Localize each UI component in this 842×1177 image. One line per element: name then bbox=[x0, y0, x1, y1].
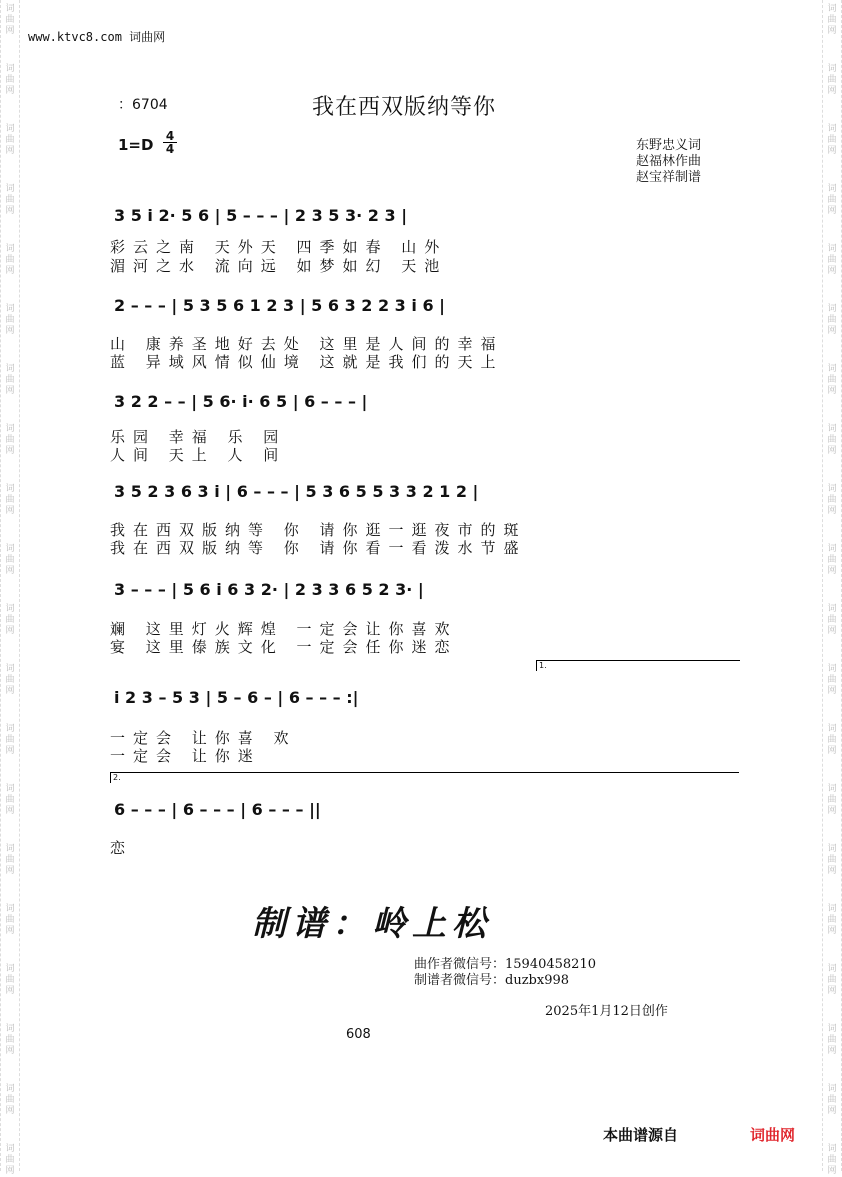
watermark-text: 词 曲 网 bbox=[827, 784, 837, 816]
score-system-7 bbox=[110, 792, 742, 832]
score-system-6 bbox=[110, 680, 742, 720]
source-label: 本曲谱源自 bbox=[603, 1126, 679, 1144]
lyrics-verse-2: 人间 天上 人 间 bbox=[110, 446, 287, 464]
watermark-text: 词 曲 网 bbox=[5, 784, 15, 816]
watermark-text: 词 曲 网 bbox=[827, 1024, 837, 1056]
watermark-text: 词 曲 网 bbox=[5, 1024, 15, 1056]
arranger-wechat: 制谱者微信号：duzbx998 bbox=[414, 973, 570, 988]
watermark-text: 词 曲 网 bbox=[827, 484, 837, 516]
score-number: ：6704 bbox=[118, 97, 168, 113]
arranger-credit: 赵宝祥制谱 bbox=[636, 170, 702, 185]
watermark-text: 词 曲 网 bbox=[827, 604, 837, 636]
watermark-text: 词 曲 网 bbox=[5, 964, 15, 996]
watermark-text: 词 曲 网 bbox=[5, 124, 15, 156]
site-url[interactable]: www.ktvc8.com 词曲网 bbox=[28, 30, 166, 44]
score-system-1 bbox=[110, 198, 742, 238]
watermark-text: 词 曲 网 bbox=[5, 664, 15, 696]
page-title: 我在西双版纳等你 bbox=[312, 95, 497, 120]
lyrics-verse-2: 宴 这里傣族文化 一定会任你迷恋 bbox=[110, 638, 458, 656]
time-signature: 4 4 bbox=[163, 130, 177, 155]
watermark-text: 词 曲 网 bbox=[827, 664, 837, 696]
watermark-text: 词 曲 网 bbox=[5, 64, 15, 96]
watermark-text: 词 曲 网 bbox=[5, 1084, 15, 1116]
lyricist-credit: 东野忠义词 bbox=[636, 138, 702, 153]
watermark-text: 词 曲 网 bbox=[827, 304, 837, 336]
watermark-text: 词 曲 网 bbox=[5, 724, 15, 756]
watermark-text: 词 曲 网 bbox=[827, 724, 837, 756]
watermark-text: 词 曲 网 bbox=[827, 364, 837, 396]
lyrics-verse-2: 蓝 异域风情似仙境 这就是我们的天上 bbox=[110, 353, 504, 371]
watermark-text: 词 曲 网 bbox=[5, 244, 15, 276]
lyrics-verse-1: 乐园 幸福 乐 园 bbox=[110, 428, 287, 446]
composer-wechat: 曲作者微信号：15940458210 bbox=[414, 957, 596, 972]
watermark-text: 词 曲 网 bbox=[827, 4, 837, 36]
lyrics-verse-2: 一定会 让你迷 bbox=[110, 747, 261, 765]
watermark-text: 词 曲 网 bbox=[827, 1144, 837, 1176]
second-ending-bracket: 2. bbox=[110, 772, 739, 783]
right-watermark-strip bbox=[822, 0, 842, 1176]
score-system-2 bbox=[110, 288, 742, 328]
watermark-text: 词 曲 网 bbox=[827, 1084, 837, 1116]
watermark-text: 词 曲 网 bbox=[827, 124, 837, 156]
notes-line: 3 5 i 2· 5 6 | 5 – – – | 2 3 5 3· 2 3 | bbox=[114, 206, 408, 225]
lyrics-verse-1: 一定会 让你喜 欢 bbox=[110, 729, 297, 747]
watermark-text: 词 曲 网 bbox=[5, 484, 15, 516]
notes-line: 6 – – – | 6 – – – | 6 – – – || bbox=[114, 800, 321, 819]
notes-line: i 2 3 – 5 3 | 5 – 6 – | 6 – – – :| bbox=[114, 688, 359, 707]
page-number: 608 bbox=[346, 1027, 371, 1042]
watermark-text: 词 曲 网 bbox=[827, 904, 837, 936]
lyrics-verse-1: 我在西双版纳等 你 请你逛一逛夜市的斑 bbox=[110, 521, 527, 539]
watermark-text: 词 曲 网 bbox=[5, 604, 15, 636]
notes-line: 3 5 2 3 6 3 i | 6 – – – | 5 3 6 5 5 3 3 2 1 2 | bbox=[114, 482, 479, 501]
watermark-text: 词 曲 网 bbox=[5, 4, 15, 36]
watermark-text: 词 曲 网 bbox=[5, 184, 15, 216]
lyrics-verse-1: 恋 bbox=[110, 839, 134, 857]
creation-date: 2025年1月12日创作 bbox=[545, 1004, 668, 1019]
watermark-text: 词 曲 网 bbox=[5, 364, 15, 396]
watermark-text: 词 曲 网 bbox=[5, 844, 15, 876]
lyrics-verse-1: 山 康养圣地好去处 这里是人间的幸福 bbox=[110, 335, 504, 353]
score-system-3 bbox=[110, 384, 742, 424]
watermark-text: 词 曲 网 bbox=[5, 304, 15, 336]
notes-line: 3 2 2 – – | 5 6· i· 6 5 | 6 – – – | bbox=[114, 392, 368, 411]
lyrics-verse-2: 我在西双版纳等 你 请你看一看泼水节盛 bbox=[110, 539, 527, 557]
left-watermark-strip bbox=[0, 0, 20, 1176]
first-ending-bracket: 1. bbox=[536, 660, 740, 671]
lyrics-verse-1: 斓 这里灯火辉煌 一定会让你喜欢 bbox=[110, 620, 458, 638]
watermark-text: 词 曲 网 bbox=[5, 424, 15, 456]
watermark-text: 词 曲 网 bbox=[827, 844, 837, 876]
composer-credit: 赵福林作曲 bbox=[636, 154, 702, 169]
score-system-5 bbox=[110, 572, 742, 612]
score-system-4 bbox=[110, 474, 742, 514]
watermark-text: 词 曲 网 bbox=[827, 964, 837, 996]
watermark-text: 词 曲 网 bbox=[827, 244, 837, 276]
notes-line: 3 – – – | 5 6 i 6 3 2· | 2 3 3 6 5 2 3· | bbox=[114, 580, 424, 599]
watermark-text: 词 曲 网 bbox=[827, 184, 837, 216]
lyrics-verse-2: 湄河之水 流向远 如梦如幻 天池 bbox=[110, 257, 448, 275]
watermark-text: 词 曲 网 bbox=[5, 904, 15, 936]
watermark-text: 词 曲 网 bbox=[5, 1144, 15, 1176]
arranger-signature: 制谱：岭上松 bbox=[252, 904, 492, 944]
key-signature: 1=D bbox=[118, 136, 154, 154]
watermark-text: 词 曲 网 bbox=[5, 544, 15, 576]
watermark-text: 词 曲 网 bbox=[827, 64, 837, 96]
source-brand-link[interactable]: 词曲网 bbox=[750, 1126, 796, 1144]
lyrics-verse-1: 彩云之南 天外天 四季如春 山外 bbox=[110, 238, 448, 256]
watermark-text: 词 曲 网 bbox=[827, 424, 837, 456]
watermark-text: 词 曲 网 bbox=[827, 544, 837, 576]
notes-line: 2 – – – | 5 3 5 6 1 2 3 | 5 6 3 2 2 3 i 6 | bbox=[114, 296, 445, 315]
